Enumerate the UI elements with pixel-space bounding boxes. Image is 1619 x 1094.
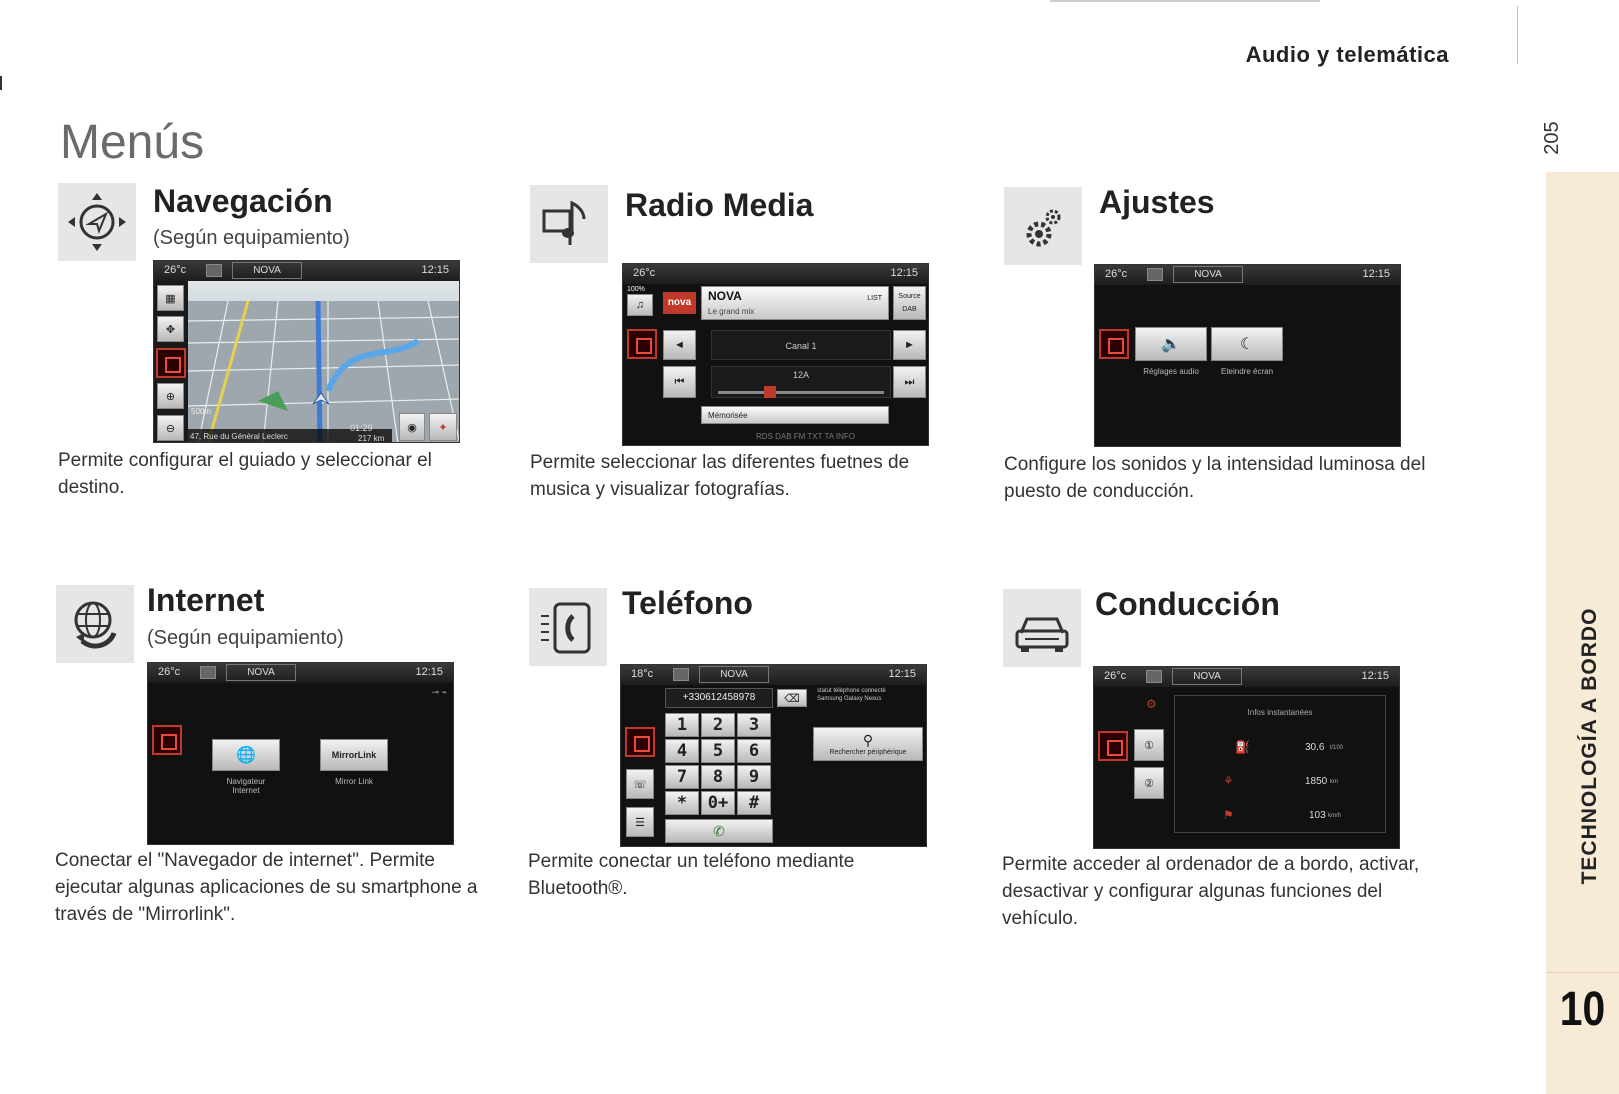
source-label: Source — [898, 293, 921, 300]
temperature: 26°c — [164, 264, 187, 276]
chapter-tab-divider — [1546, 972, 1619, 973]
map-toolbar — [154, 281, 188, 443]
screen-off-label: Eteindre écran — [1220, 367, 1274, 376]
home-button[interactable] — [1098, 731, 1128, 761]
phone-status-icon — [1146, 670, 1162, 683]
home-button[interactable] — [152, 725, 182, 755]
call-log-button[interactable]: ☰ — [626, 807, 654, 837]
zoom-out-button[interactable]: ⊖ — [157, 415, 184, 441]
section-description: Configure los sonidos y la intensidad luminosa del puesto de conducción. — [1004, 454, 1426, 502]
home-button[interactable] — [625, 727, 655, 757]
clock: 12:15 — [421, 264, 449, 276]
keypad-key[interactable]: 9 — [737, 765, 771, 789]
bluetooth-search-icon: ⚲ — [862, 732, 874, 748]
radio-media-note-icon — [530, 185, 608, 263]
contacts-button[interactable]: ☏ — [626, 769, 654, 799]
program-name: Le grand mix — [708, 307, 755, 316]
navigation-compass-icon — [58, 183, 136, 261]
pan-button[interactable]: ✥ — [157, 316, 184, 342]
connection-icon: ⊸ ⌁ — [431, 687, 447, 697]
margin-mark — [0, 76, 2, 90]
section-subtitle: (Según equipamiento) — [153, 227, 350, 249]
keypad-key[interactable]: 6 — [737, 739, 771, 763]
radio-screen — [622, 263, 929, 446]
audio-settings-button[interactable]: 🔈 — [1135, 327, 1207, 361]
frequency-slider[interactable] — [711, 366, 891, 398]
frequency-value: 12A — [792, 370, 809, 380]
internet-browser-button[interactable]: 🌐 — [212, 739, 280, 771]
page-title: Menús — [60, 116, 205, 169]
clock: 12:15 — [1361, 670, 1389, 682]
temperature: 26°c — [1104, 670, 1127, 682]
memorised-preset[interactable]: Mémorisée — [701, 406, 889, 424]
section-title: Teléfono — [622, 585, 753, 621]
temperature: 26°c — [633, 267, 656, 279]
page-number: 205 — [1541, 121, 1563, 155]
phone-bluetooth-icon — [529, 588, 607, 666]
section-description: Permite configurar el guiado y seleccionar el destino. — [58, 450, 432, 498]
keypad-key[interactable]: 3 — [737, 713, 771, 737]
vehicle-settings-icon: ⚙ — [1146, 697, 1157, 711]
mirrorlink-label: Mirror Link — [335, 777, 373, 786]
speed-value: 103 — [1309, 810, 1326, 821]
section-navegacion — [58, 183, 498, 513]
next-station-button[interactable]: ► — [893, 330, 926, 360]
panel-title: Infos instantanées — [1247, 708, 1313, 717]
fuel-consumption-icon: ⛽ — [1235, 740, 1250, 754]
section-description: Permite acceder al ordenador de a bordo, activar, desactivar y configurar algunas funciones del vehículo. — [1002, 854, 1420, 929]
clock: 12:15 — [415, 666, 443, 678]
range-value: 1850 — [1305, 776, 1328, 787]
previous-station-button[interactable]: ◄ — [663, 330, 696, 360]
station-badge: NOVA — [699, 666, 769, 683]
compass-button[interactable]: ✦ — [429, 413, 457, 441]
settings-gears-icon — [1004, 187, 1082, 265]
driving-car-icon — [1003, 589, 1081, 667]
dab-label: DAB — [902, 306, 917, 313]
trip-1-button[interactable]: ① — [1134, 729, 1164, 761]
station-name: NOVA — [708, 289, 742, 303]
section-title: Internet — [147, 582, 265, 618]
status-bar — [148, 663, 453, 683]
phone-status-icon — [200, 666, 216, 679]
consumption-unit: l/100 — [1330, 745, 1344, 751]
slider-thumb[interactable] — [764, 386, 776, 398]
phone-status-text: statut téléphone connecté — [817, 688, 886, 694]
zoom-in-button[interactable]: ⊕ — [157, 383, 184, 409]
navigation-screen — [153, 260, 460, 443]
station-badge: NOVA — [1173, 266, 1243, 283]
route-info-bar — [188, 423, 392, 443]
station-logo: nova — [663, 292, 696, 314]
driving-screen — [1093, 666, 1400, 849]
trip-2-button[interactable]: ② — [1134, 767, 1164, 799]
phone-status-icon — [206, 264, 222, 277]
status-bar — [623, 264, 928, 284]
seek-back-button[interactable]: ⏮ — [663, 366, 696, 398]
search-device-button[interactable] — [813, 727, 923, 761]
keypad-key[interactable]: # — [737, 791, 771, 815]
list-button-label[interactable]: LIST — [867, 295, 882, 302]
internet-globe-icon — [56, 585, 134, 663]
top-rule — [1050, 0, 1320, 2]
remaining-distance: 217 km — [358, 434, 385, 443]
home-button[interactable] — [156, 348, 186, 378]
section-description: Permite seleccionar las diferentes fuetnes de musica y visualizar fotografías. — [530, 452, 910, 500]
clock: 12:15 — [1362, 268, 1390, 280]
keypad-key[interactable]: 0+ — [701, 791, 735, 815]
section-title: Conducción — [1095, 586, 1280, 622]
clock: 12:15 — [890, 267, 918, 279]
eta: 01:29 — [350, 423, 373, 433]
keypad-key[interactable]: 5 — [701, 739, 735, 763]
speed-unit: km/h — [1328, 813, 1342, 819]
audio-settings-label: Réglages audio — [1143, 367, 1199, 376]
keypad-key[interactable]: 1 — [665, 713, 699, 737]
phone-status-panel — [817, 687, 923, 721]
phone-keypad — [665, 713, 773, 817]
keypad-key[interactable]: * — [665, 791, 699, 815]
phone-screen — [620, 664, 927, 847]
header-section-title: Audio y telemática — [1245, 42, 1449, 67]
section-title: Radio Media — [625, 187, 814, 223]
chapter-number: 10 — [1559, 983, 1606, 1036]
section-radio-media — [530, 185, 970, 515]
section-title: Ajustes — [1099, 184, 1215, 220]
media-source-icon[interactable]: ♫ — [627, 294, 653, 316]
section-title: Navegación — [153, 183, 333, 219]
section-telefono — [528, 585, 969, 918]
search-device-label: Rechercher périphérique — [829, 749, 907, 756]
mirrorlink-button[interactable] — [320, 739, 388, 771]
instant-info-panel — [1174, 695, 1386, 833]
section-description: Conectar el "Navegador de internet". Permite ejecutar algunas aplicaciones de su smartphone a través de "Mirrorlink". — [55, 850, 478, 925]
internet-browser-label: Navigateur Internet — [226, 777, 266, 795]
station-badge: NOVA — [226, 664, 296, 681]
internet-screen — [147, 662, 454, 845]
destination-flag-button[interactable]: ▦ — [157, 285, 184, 311]
consumption-value: 30.6 — [1305, 742, 1325, 753]
map-scale: 500m — [191, 407, 212, 416]
home-button[interactable] — [1099, 329, 1129, 359]
source-button[interactable] — [893, 286, 926, 320]
seek-forward-button[interactable]: ⏭ — [893, 366, 926, 398]
status-bar — [1094, 667, 1399, 687]
status-bar — [621, 665, 926, 685]
volume-level: 100% — [627, 286, 645, 293]
station-badge: NOVA — [232, 262, 302, 279]
range-icon: ⚘ — [1223, 774, 1234, 788]
range-unit: km — [1330, 779, 1338, 785]
dialed-number-field[interactable]: +330612458978 — [665, 688, 773, 708]
chapter-tab-label: TECHNOLOGÍA A BORDO — [1578, 607, 1601, 885]
section-description: Permite conectar un teléfono mediante Bluetooth®. — [528, 851, 855, 899]
home-button[interactable] — [627, 329, 657, 359]
phone-status-icon — [673, 668, 689, 681]
section-conduccion — [1002, 586, 1443, 949]
keypad-key[interactable]: 2 — [701, 713, 735, 737]
channel-display: Canal 1 — [711, 330, 891, 360]
clock: 12:15 — [888, 668, 916, 680]
station-display[interactable] — [701, 286, 889, 320]
phone-status-icon — [1147, 268, 1163, 281]
status-bar — [154, 261, 459, 281]
temperature: 26°c — [1105, 268, 1128, 280]
current-address: 47, Rue du Général Leclerc — [190, 432, 288, 441]
keypad-key[interactable]: 8 — [701, 765, 735, 789]
temperature: 26°c — [158, 666, 181, 678]
call-button[interactable]: ✆ — [665, 819, 773, 843]
mirrorlink-logo: MirrorLink — [331, 750, 377, 760]
section-internet — [55, 582, 496, 945]
keypad-key[interactable]: 7 — [665, 765, 699, 789]
keypad-key[interactable]: 4 — [665, 739, 699, 763]
header-divider — [1517, 6, 1518, 64]
voice-guidance-button[interactable]: ◉ — [399, 413, 425, 441]
temperature: 18°c — [631, 668, 654, 680]
average-speed-icon: ⚑ — [1223, 808, 1234, 822]
settings-screen — [1094, 264, 1401, 447]
section-subtitle: (Según equipamiento) — [147, 627, 344, 649]
radio-bottom-bar: RDS DAB FM TXT TA INFO — [756, 432, 855, 441]
section-ajustes — [1004, 184, 1444, 517]
slider-track — [718, 391, 884, 394]
status-bar — [1095, 265, 1400, 285]
screen-off-button[interactable]: ☾ — [1211, 327, 1283, 361]
paired-device-name: Samsung Galaxy Nexus — [817, 696, 882, 702]
backspace-button[interactable]: ⌫ — [777, 689, 807, 707]
station-badge: NOVA — [1172, 668, 1242, 685]
